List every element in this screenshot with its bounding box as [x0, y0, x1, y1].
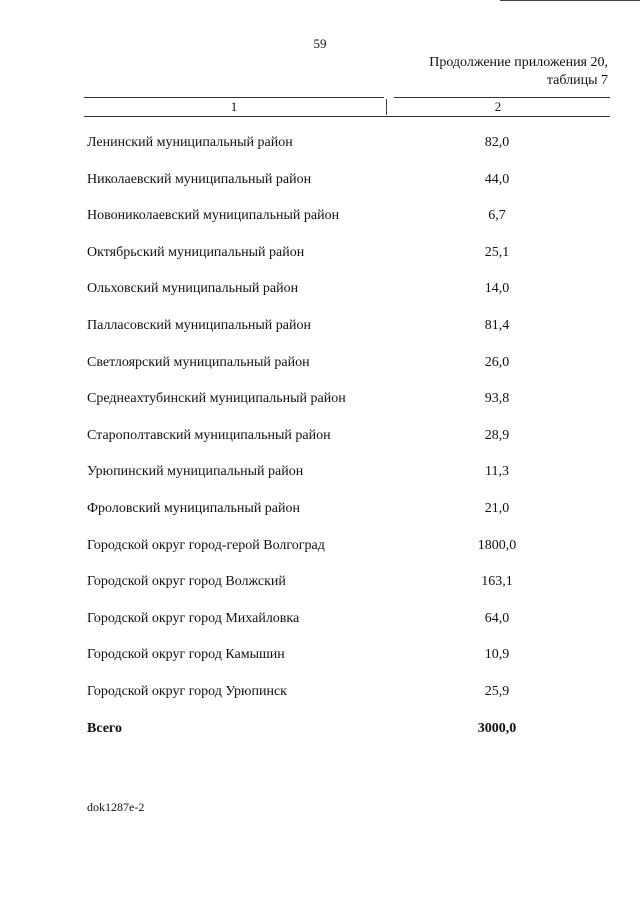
row-name: Палласовский муниципальный район [87, 317, 311, 333]
table-row [87, 316, 547, 353]
total-value: 3000,0 [477, 720, 517, 736]
table-row [87, 426, 547, 463]
row-value: 44,0 [484, 171, 510, 187]
continuation-line-2: таблицы 7 [546, 73, 608, 88]
table-row [87, 682, 547, 719]
table-row [87, 206, 547, 243]
row-value: 81,4 [484, 317, 510, 333]
row-value: 26,0 [484, 354, 510, 370]
row-name: Городской округ город Волжский [87, 574, 286, 590]
continuation-note [429, 54, 608, 90]
row-value: 64,0 [484, 610, 510, 626]
table-row [87, 645, 547, 682]
row-name: Среднеахтубинский муниципальный район [87, 391, 346, 407]
row-name: Николаевский муниципальный район [87, 171, 312, 187]
header-top-rule-left [84, 97, 384, 98]
row-name: Урюпинский муниципальный район [87, 464, 304, 480]
top-edge-rule [500, 0, 640, 1]
row-name: Октябрьский муниципальный район [87, 244, 305, 260]
table-row [87, 243, 547, 280]
continuation-line-1: Продолжение приложения 20, [429, 55, 608, 70]
table-row [87, 536, 547, 573]
total-label: Всего [87, 720, 122, 736]
row-name: Светлоярский муниципальный район [87, 354, 310, 370]
row-name: Городской округ город Урюпинск [87, 683, 287, 699]
row-value: 1800,0 [477, 537, 517, 553]
table-body [87, 133, 547, 755]
row-name: Новониколаевский муниципальный район [87, 208, 340, 224]
row-value: 28,9 [484, 427, 510, 443]
table-row [87, 170, 547, 207]
row-value: 163,1 [481, 574, 513, 590]
row-name: Городской округ город Михайловка [87, 610, 300, 626]
row-value: 10,9 [484, 647, 510, 663]
table-row [87, 279, 547, 316]
table-row [87, 462, 547, 499]
header-column-2: 2 [494, 99, 502, 114]
row-value: 11,3 [485, 464, 509, 480]
total-row [87, 719, 547, 756]
row-name: Городской округ город-герой Волгоград [87, 537, 325, 553]
document-code: dok1287e-2 [87, 800, 145, 814]
table-row [87, 572, 547, 609]
table-row [87, 353, 547, 390]
row-value: 93,8 [484, 391, 510, 407]
row-value: 6,7 [488, 208, 506, 224]
row-name: Городской округ город Камышин [87, 647, 285, 663]
header-column-1: 1 [230, 99, 238, 114]
row-name: Ленинский муниципальный район [87, 135, 293, 150]
row-value: 21,0 [484, 500, 510, 516]
row-value: 25,1 [484, 244, 510, 260]
row-value: 14,0 [484, 281, 510, 297]
row-name: Ольховский муниципальный район [87, 281, 299, 297]
table-row [87, 133, 547, 170]
header-top-rule-right [394, 97, 610, 98]
row-value: 82,0 [484, 135, 510, 150]
row-name: Фроловский муниципальный район [87, 500, 301, 516]
page-number: 59 [313, 36, 327, 51]
table-row [87, 389, 547, 426]
table-row [87, 499, 547, 536]
table-row [87, 609, 547, 646]
row-value: 25,9 [484, 683, 510, 699]
table-header [84, 97, 610, 117]
header-bottom-rule [84, 116, 610, 117]
row-name: Старополтавский муниципальный район [87, 427, 331, 443]
